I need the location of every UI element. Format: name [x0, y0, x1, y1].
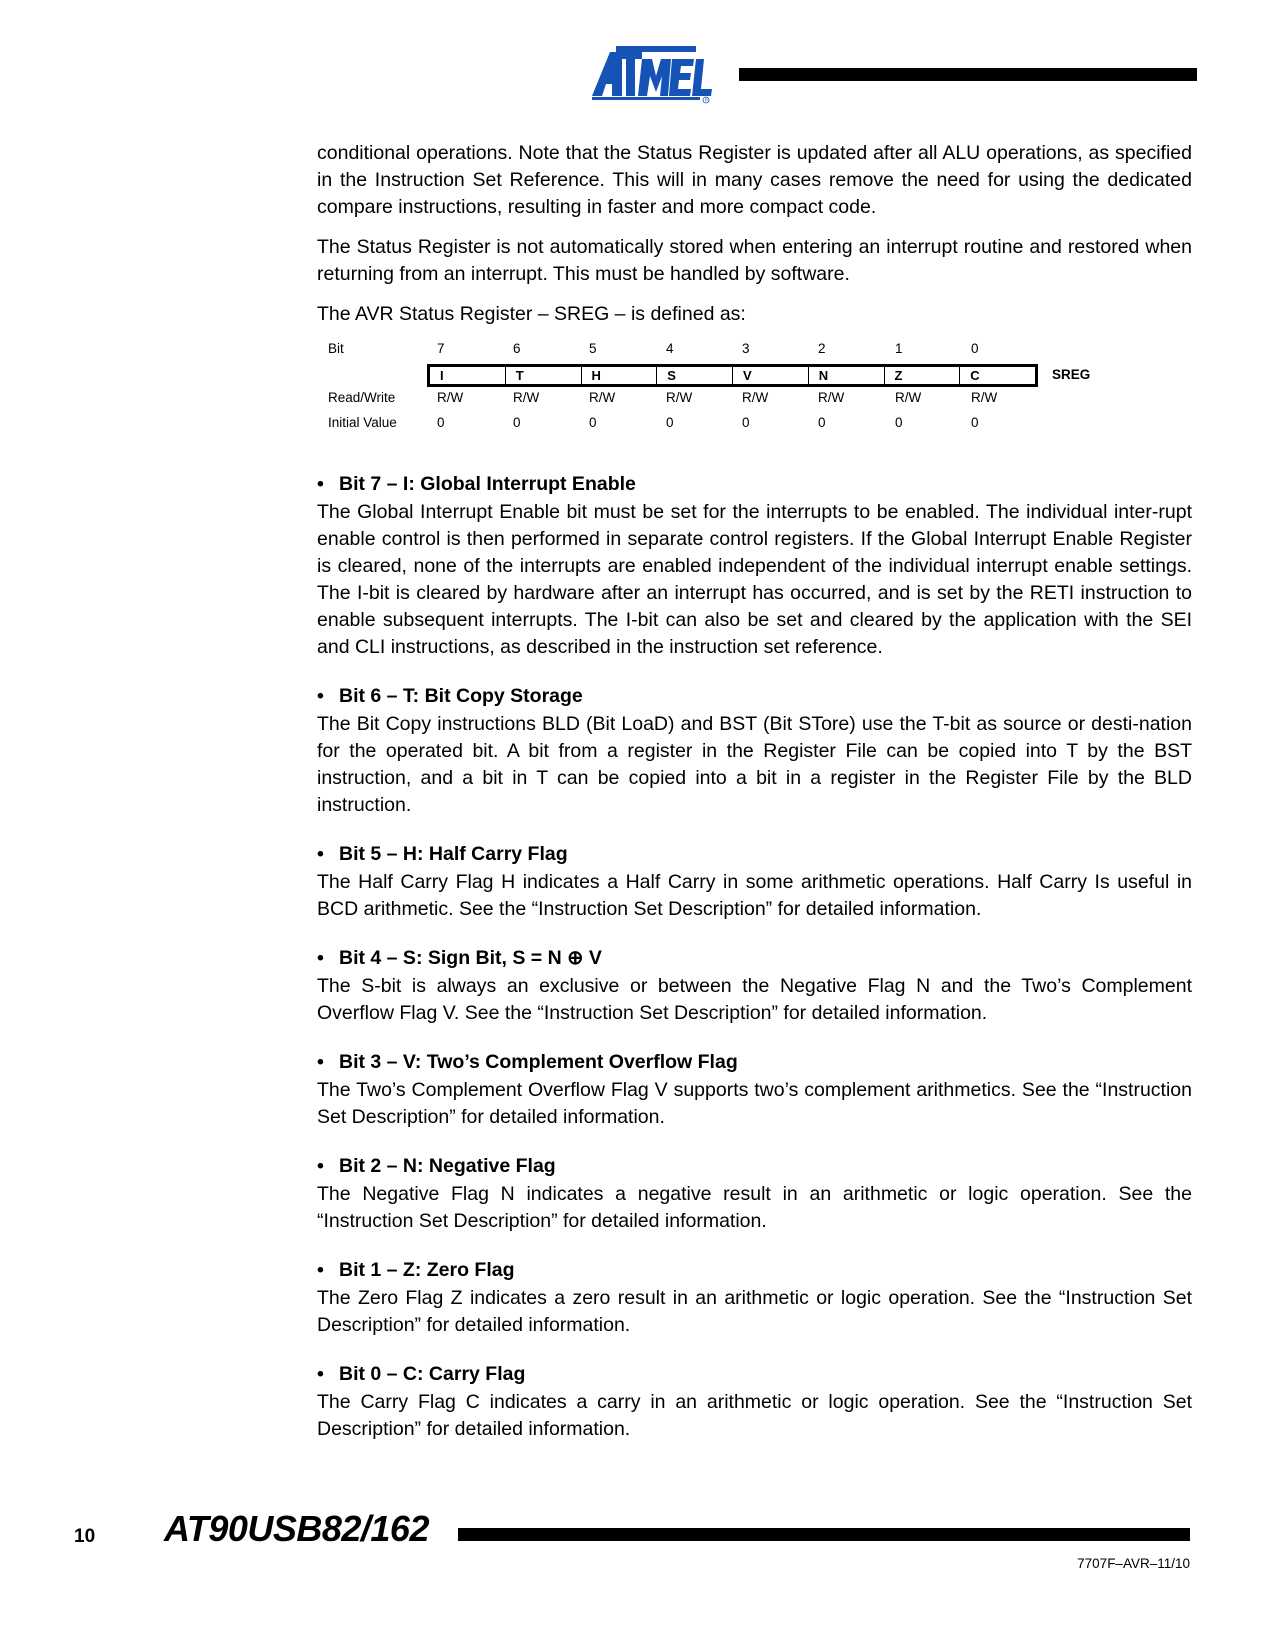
read-write-value: R/W — [513, 390, 540, 405]
section-text: The Zero Flag Z indicates a zero result in an arithmetic or logic operation. See the “Instruction Set Description” for detailed information. — [317, 1287, 1192, 1336]
read-write-value: R/W — [437, 390, 464, 405]
bit-name: Z — [885, 367, 961, 384]
section-text: The Two’s Complement Overflow Flag V supports two’s complement arithmetics. See the “Instruction Set Description” for detailed information. — [317, 1079, 1192, 1128]
read-write-value: R/W — [666, 390, 693, 405]
document-title: AT90USB82/162 — [164, 1508, 429, 1549]
read-write-row-label: Read/Write — [328, 390, 396, 405]
bullet-icon: • — [317, 843, 324, 865]
bit-4-section — [317, 945, 1192, 1027]
intro-paragraph: conditional operations. Note that the Status Register is updated after all ALU operations, as specified in the Instruction Set Reference. This will in many cases remove the need for using the dedicated compare instructions, resulting in faster and more compact code. — [317, 142, 1192, 218]
section-heading: Bit 2 – N: Negative Flag — [339, 1155, 556, 1177]
svg-text:R: R — [704, 97, 708, 103]
bit-name: H — [582, 367, 658, 384]
bit-name: C — [970, 368, 980, 383]
bullet-icon: • — [317, 685, 324, 707]
section-text: The S-bit is always an exclusive or between the Negative Flag N and the Two’s Complement Overflow Flag V. See the “Instruction Set Description” for detailed information. — [317, 975, 1192, 1024]
bit-2-section — [317, 1153, 1192, 1235]
section-heading: Bit 1 – Z: Zero Flag — [339, 1259, 515, 1281]
register-name: SREG — [1052, 367, 1091, 382]
read-write-value: R/W — [818, 390, 845, 405]
bullet-icon: • — [317, 1259, 324, 1281]
bit-name: I — [430, 367, 506, 384]
bit-number: 5 — [589, 341, 597, 356]
bit-number: 4 — [666, 341, 674, 356]
bit-1-section — [317, 1257, 1192, 1339]
bit-7-section — [317, 471, 1192, 661]
initial-value: 0 — [666, 415, 674, 430]
read-write-value: R/W — [589, 390, 616, 405]
atmel-logo — [590, 44, 714, 104]
initial-value: 0 — [818, 415, 826, 430]
section-heading: Bit 0 – C: Carry Flag — [339, 1363, 526, 1385]
bit-number: 3 — [742, 341, 750, 356]
initial-value: 0 — [589, 415, 597, 430]
bit-name: V — [733, 367, 809, 384]
sreg-register-table — [317, 341, 1192, 449]
section-heading: Bit 5 – H: Half Carry Flag — [339, 843, 568, 865]
initial-value: 0 — [971, 415, 979, 430]
footer-rule — [458, 1528, 1190, 1541]
bullet-icon: • — [317, 947, 324, 969]
section-text: The Bit Copy instructions BLD (Bit LoaD) and BST (Bit STore) use the T-bit as source or desti-nation for the operated bit. A bit from a register in the Register File can be copied into T by the BST instruction, and a bit in T can be copied into a bit in a register in the Register File by the BLD instruction. — [317, 713, 1192, 816]
header-rule — [739, 68, 1197, 81]
read-write-value: R/W — [971, 390, 998, 405]
intro-paragraph: The AVR Status Register – SREG – is defined as: — [317, 303, 746, 325]
bit-number: 1 — [895, 341, 903, 356]
bit-row-label: Bit — [328, 341, 344, 356]
page-content — [317, 140, 1192, 1465]
initial-value-row-label: Initial Value — [328, 415, 397, 430]
initial-value: 0 — [437, 415, 445, 430]
sreg-bit-fields — [427, 364, 1038, 387]
intro-paragraph: The Status Register is not automatically stored when entering an interrupt routine and restored when returning from an interrupt. This must be handled by software. — [317, 236, 1192, 285]
section-heading: Bit 3 – V: Two’s Complement Overflow Flag — [339, 1051, 738, 1073]
document-code: 7707F–AVR–11/10 — [1077, 1556, 1190, 1571]
initial-value: 0 — [513, 415, 521, 430]
bullet-icon: • — [317, 1051, 324, 1073]
bit-number: 6 — [513, 341, 521, 356]
section-heading: Bit 6 – T: Bit Copy Storage — [339, 685, 583, 707]
initial-value: 0 — [742, 415, 750, 430]
section-text: The Carry Flag C indicates a carry in an arithmetic or logic operation. See the “Instruction Set Description” for detailed information. — [317, 1391, 1192, 1440]
bit-5-section — [317, 841, 1192, 923]
bit-number: 0 — [971, 341, 979, 356]
read-write-value: R/W — [742, 390, 769, 405]
bullet-icon: • — [317, 1155, 324, 1177]
bit-6-section — [317, 683, 1192, 819]
bit-name: N — [809, 367, 885, 384]
section-text: The Half Carry Flag H indicates a Half Carry in some arithmetic operations. Half Carry Is useful in BCD arithmetic. See the “Instruction Set Description” for detailed information. — [317, 871, 1192, 920]
bit-3-section — [317, 1049, 1192, 1131]
bit-name: T — [506, 367, 582, 384]
bit-number: 2 — [818, 341, 826, 356]
section-heading: Bit 4 – S: Sign Bit, S = N ⊕ V — [339, 947, 602, 969]
section-text: The Negative Flag N indicates a negative result in an arithmetic or logic operation. See the “Instruction Set Description” for detailed information. — [317, 1183, 1192, 1232]
page-number: 10 — [74, 1526, 96, 1547]
bit-name: S — [657, 367, 733, 384]
bit-0-section — [317, 1361, 1192, 1443]
bullet-icon: • — [317, 473, 324, 495]
bit-number: 7 — [437, 341, 445, 356]
section-heading: Bit 7 – I: Global Interrupt Enable — [339, 473, 636, 495]
read-write-value: R/W — [895, 390, 922, 405]
initial-value: 0 — [895, 415, 903, 430]
bullet-icon: • — [317, 1363, 324, 1385]
section-text: The Global Interrupt Enable bit must be set for the interrupts to be enabled. The individual inter-rupt enable control is then performed in separate control registers. If the Global Interrupt Enable Register is cleared, none of the interrupts are enabled independent of the individual interrupt enable settings. The I-bit is cleared by hardware after an interrupt has occurred, and is set by the RETI instruction to enable subsequent interrupts. The I-bit can also be set and cleared by the application with the SEI and CLI instructions, as described in the instruction set reference. — [317, 501, 1192, 658]
